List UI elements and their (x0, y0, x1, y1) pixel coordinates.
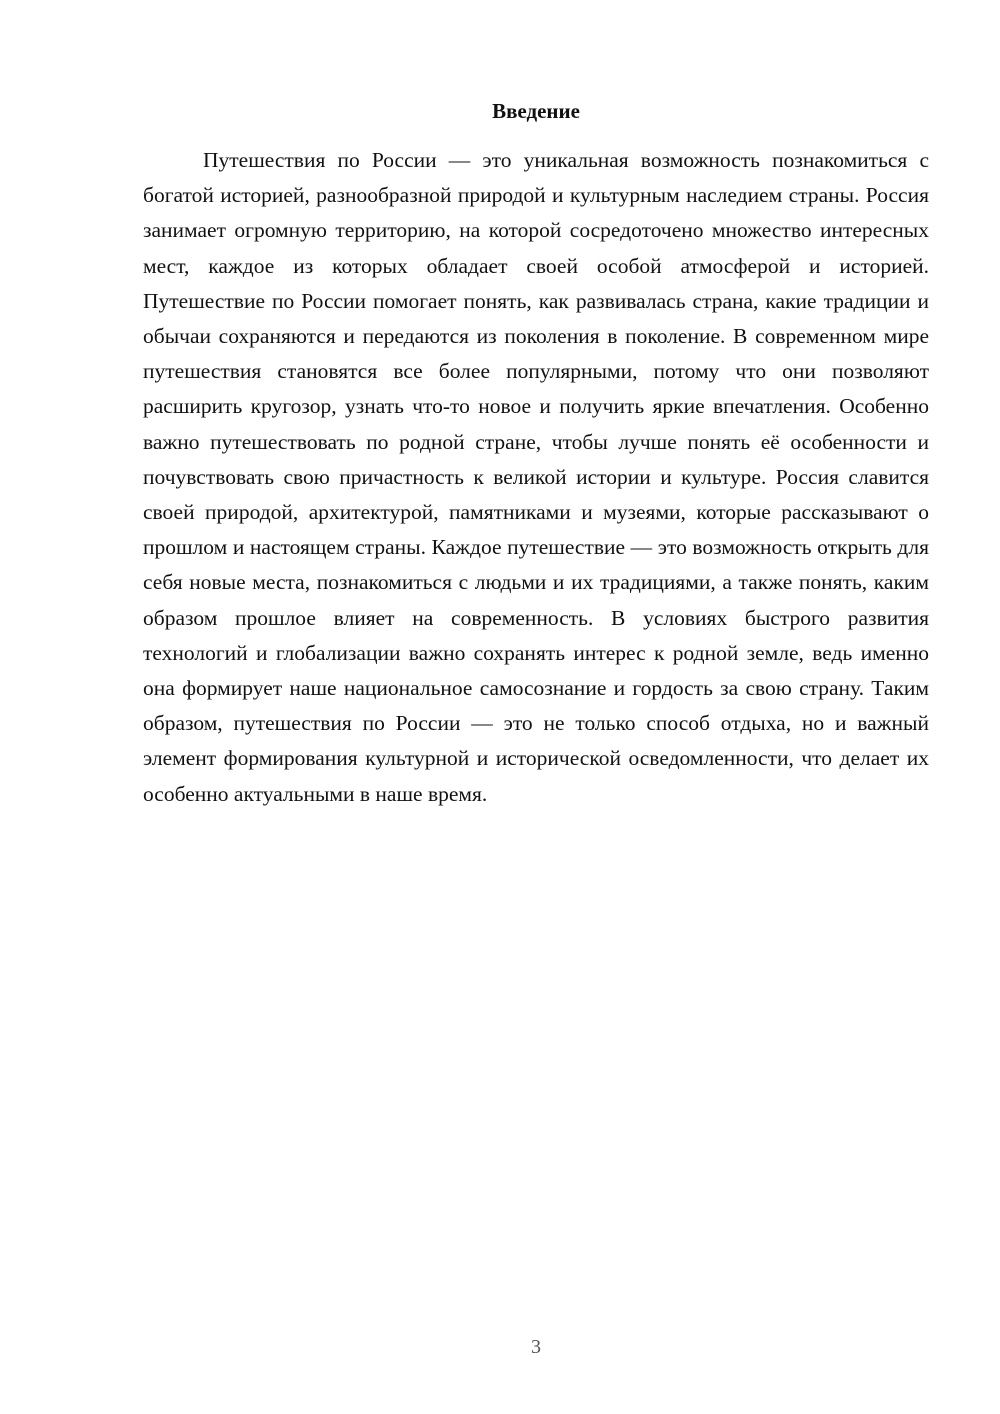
section-heading: Введение (492, 99, 580, 123)
body-paragraph: Путешествия по России — это уникальная возможность познакомиться с богатой историей, разнообразной природой и культурным наследием страны. Россия занимает огромную территорию, на которой сосредоточено множество интересных мест, каждое из которых обладает своей особой атмосферой и историей. Путешествие по России помогает понять, как развивалась страна, какие традиции и обычаи сохраняются и передаются из поколения в поколение. В современном мире путешествия становятся все более популярными, потому что они позволяют расширить кругозор, узнать что-то новое и получить яркие впечатления. Особенно важно путешествовать по родной стране, чтобы лучше понять её особенности и почувствовать свою причастность к великой истории и культуре. Россия славится своей природой, архитектурой, памятниками и музеями, которые рассказывают о прошлом и настоящем страны. Каждое путешествие — это возможность открыть для себя новые места, познакомиться с людьми и их традициями, а также понять, каким образом прошлое влияет на современность. В условиях быстрого развития технологий и глобализации важно сохранять интерес к родной земле, ведь именно она формирует наше национальное самосознание и гордость за свою страну. Таким образом, путешествия по России — это не только способ отдыха, но и важный элемент формирования культурной и исторической осведомленности, что делает их особенно актуальными в наше время. (143, 148, 929, 806)
page-number: 3 (531, 1336, 541, 1358)
